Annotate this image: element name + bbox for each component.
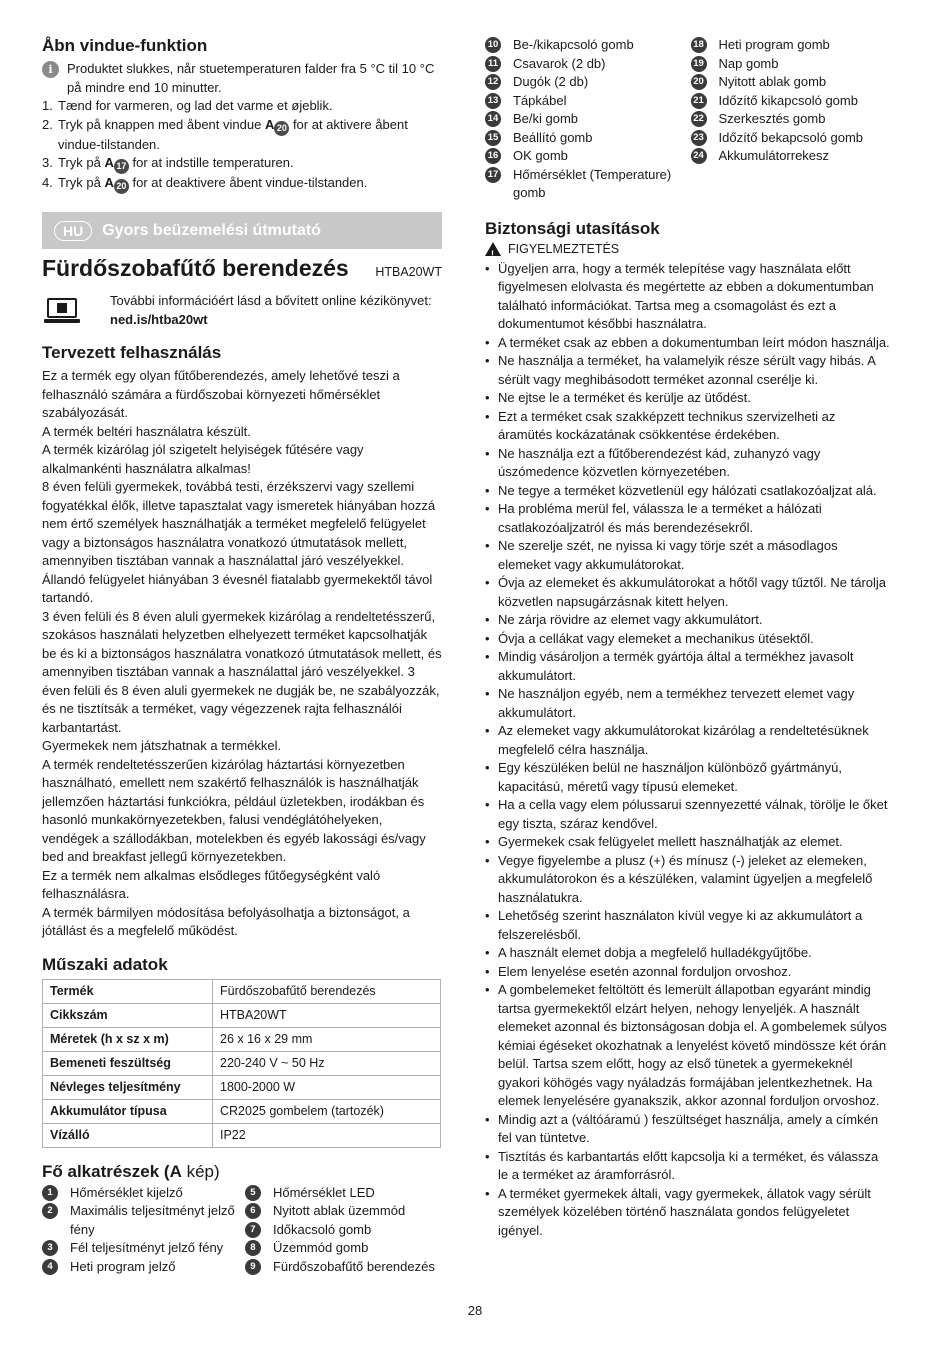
warning-icon: ! [485, 242, 501, 256]
model-number: HTBA20WT [375, 265, 442, 279]
list-item: 10 Be-/kikapcsoló gomb [485, 36, 691, 55]
list-item: 1 Hőmérséklet kijelző [42, 1184, 245, 1203]
intended-use-heading: Tervezett felhasználás [42, 343, 222, 362]
list-item: 11 Csavarok (2 db) [485, 55, 691, 74]
paragraph: Gyermekek nem játszhatnak a termékkel. [42, 738, 282, 753]
open-window-heading: Åbn vindue-funktion [42, 36, 208, 55]
paragraph: A termék kizárólag jól szigetelt helyiségek fűtésére vagy alkalmankénti használatra alkalmas! [42, 442, 364, 476]
list-item: 3 Fél teljesítményt jelző fény [42, 1239, 245, 1258]
list-item: • Ne ejtse le a terméket és kerülje az ütődést. [485, 389, 890, 408]
table-row: Méretek (h x sz x m) 26 x 16 x 29 mm [43, 1027, 441, 1051]
info-note [42, 60, 442, 97]
step-item: 1. Tænd for varmeren, og lad det varme et øjeblik. [42, 98, 333, 113]
online-link[interactable]: ned.is/htba20wt [110, 311, 208, 327]
list-item: • A használt elemet dobja a megfelelő hulladékgyűjtőbe. [485, 944, 890, 963]
ref-badge: 20 [274, 121, 289, 136]
list-item: 13 Tápkábel [485, 92, 691, 111]
safety-heading: Biztonsági utasítások [485, 218, 660, 238]
online-manual-note [42, 292, 442, 329]
list-item: 24 Akkumulátorrekesz [691, 147, 891, 166]
page-number: 28 [467, 1303, 483, 1318]
list-item: • Az elemeket vagy akkumulátorokat kizárólag a rendeltetésüknek megfelelő célra használja. [485, 722, 890, 759]
paragraph: 8 éven felüli gyermekek, továbbá testi, érzékszervi vagy szellemi fogyatékkal élők, illetve tapasztalat vagy ismeretek hiányában hozzá nem értő személyek használhatják a terméket megfelelő felügyelet vagy a biztonságos használatra vonatkozó útmutatások mellett, amennyiben tisztában vannak a használattal járó veszélyekkel. [42, 479, 436, 568]
table-row: Vízálló IP22 [43, 1123, 441, 1147]
list-item: 8 Üzemmód gomb [245, 1239, 442, 1258]
parts-list [485, 36, 691, 203]
specs-table [42, 979, 441, 1148]
specs-section [42, 955, 442, 1148]
paragraph: Ez a termék egy olyan fűtőberendezés, amely lehetővé teszi a felhasználó számára a fürdőszobai környezeti hőmérséklet szabályozását. [42, 368, 400, 420]
step-item: 3. Tryk på A 17 for at indstille temperaturen. [42, 154, 442, 174]
left-column [42, 36, 442, 1276]
list-item: • Ezt a terméket csak szakképzett technikus szervizelheti az áramütés kockázatának csökkentése érdekében. [485, 408, 890, 445]
list-item: • Tisztítás és karbantartás előtt kapcsolja ki a terméket, és válassza le a terméket az áramforrásról. [485, 1148, 890, 1185]
parts-list [691, 36, 891, 203]
parts-section [42, 1162, 442, 1277]
list-item: 9 Fürdőszobafűtő berendezés [245, 1258, 442, 1277]
paragraph: 3 éven felüli és 8 éven aluli gyermekek kizárólag a rendeltetésszerű, szokásos használati helyzetben elhelyezett terméket kapcsolhatják be és ki a biztonságos használatra vonatkozó útmutatások mellett, és amennyiben tisztában vannak a használattal járó veszélyekkel. 3 éven felüli és 8 éven aluli gyermekek ne dugják be, ne szabályozzák, és ne tisztítsák a terméket, vagy végezzenek rajta felhasználói karbantartást. [42, 608, 442, 735]
step-item: 2. Tryk på knappen med åbent vindue A 20 for at aktivere åbent vindue-tilstanden. [42, 116, 408, 152]
title-row [42, 255, 442, 282]
list-item: 6 Nyitott ablak üzemmód [245, 1202, 442, 1221]
list-item: 14 Be/ki gomb [485, 110, 691, 129]
list-item: 19 Nap gomb [691, 55, 891, 74]
info-icon: i [42, 61, 59, 78]
paragraph: Ez a termék nem alkalmas elsődleges fűtőegységként való felhasználásra. [42, 867, 381, 901]
list-item: • A gombelemeket feltöltött és lemerült állapotban egyaránt mindig tartsa gyermekektől elzárt helyen, nehogy lenyeljék. A használt elemeket azonnal és biztonságosan dobja el. A gombelemek súlyos kémiai égéseket okozhatnak a lenyelést követő mindössze két órán belül. Tartsa szem előtt, hogy az első tünetek a gyermekeknél gyakori köhögés vagy nyáladzás formájában jelentkezhetnek. Ha elemek lenyelésére gyanakszik, akkor azonnal forduljon orvoshoz. [485, 981, 890, 1111]
list-item: • Óvja a cellákat vagy elemeket a mechanikus ütésektől. [485, 630, 890, 649]
warning-label: FIGYELMEZTETÉS [508, 241, 620, 256]
list-item: • Mindig azt a (váltóáramú ) feszültséget használja, amely a címkén fel van tüntetve. [485, 1111, 890, 1148]
list-item: 5 Hőmérséklet LED [245, 1184, 442, 1203]
list-item: 16 OK gomb [485, 147, 691, 166]
list-item: • Lehetőség szerint használaton kívül vegye ki az akkumulátort a felszerelésből. [485, 907, 890, 944]
list-item: • Ügyeljen arra, hogy a termék telepítése vagy használata előtt figyelmesen elolvasta és megértette az ebben a dokumentumban található információkat. Tartsa meg a csomagolást és ezt a dokumentumot későbbi használatra. [485, 260, 890, 334]
list-item: 21 Időzítő kikapcsoló gomb [691, 92, 891, 111]
parts-heading: Fő alkatrészek (A kép) [42, 1161, 220, 1181]
table-row: Bemeneti feszültség 220-240 V ~ 50 Hz [43, 1051, 441, 1075]
ref-badge: 17 [114, 159, 129, 174]
list-item: 12 Dugók (2 db) [485, 73, 691, 92]
list-item: • Ne használja a terméket, ha valamelyik része sérült vagy hibás. A sérült vagy meghibásodott terméket azonnal cserélje ki. [485, 352, 890, 389]
list-item: 7 Időkacsoló gomb [245, 1221, 442, 1240]
parts-list [245, 1184, 442, 1277]
list-item: • Ha a cella vagy elem pólussarui szennyezetté válnak, törölje le őket egy tiszta, száraz kendővel. [485, 796, 890, 833]
list-item: • Óvja az elemeket és akkumulátorokat a hőtől vagy tűztől. Ne tárolja közvetlen napsugárzásnak kitett helyen. [485, 574, 890, 611]
list-item: 22 Szerkesztés gomb [691, 110, 891, 129]
list-item: 15 Beállító gomb [485, 129, 691, 148]
list-item: • Vegye figyelembe a plusz (+) és mínusz (-) jeleket az elemeken, akkumulátorokon és a készüléken, valamint ügyeljen a megfelelő használatukra. [485, 852, 890, 908]
list-item: 4 Heti program jelző [42, 1258, 245, 1277]
ref-badge: 20 [114, 179, 129, 194]
list-item: • Ne használja ezt a fűtőberendezést kád, zuhanyzó vagy úszómedence közvetlen környezetében. [485, 445, 890, 482]
parts-list [42, 1184, 245, 1277]
list-item: • Ne tegye a terméket közvetlenül egy hálózati csatlakozóaljzat alá. [485, 482, 890, 501]
list-item: 17 Hőmérséklet (Temperature) gomb [485, 166, 691, 203]
right-column [485, 36, 890, 1240]
table-row: Termék Fürdőszobafűtő berendezés [43, 979, 441, 1003]
specs-heading: Műszaki adatok [42, 954, 168, 974]
safety-section [485, 219, 890, 1241]
paragraph: A termék rendeltetésszerűen kizárólag háztartási környezetben használható, emellett nem szakértő felhasználók is használhatják jellemzően háztartási funkciókra, például üzletekben, irodákban és hasonló munkakörnyezetekben, falusi vendéglátóhelyeken, vendégek a szállodákban, motelekben és egyéb lakossági és/vagy bed and breakfast jellegű környezetekben. [42, 756, 426, 864]
intended-use-section [42, 343, 442, 941]
language-badge: HU [54, 221, 92, 241]
language-banner [42, 212, 442, 249]
list-item: • Mindig vásároljon a termék gyártója által a termékhez javasolt akkumulátort. [485, 648, 890, 685]
list-item: • Ne zárja rövidre az elemet vagy akkumulátort. [485, 611, 890, 630]
safety-list [485, 260, 890, 1241]
table-row: Akkumulátor típusa CR2025 gombelem (tartozék) [43, 1099, 441, 1123]
table-row: Névleges teljesítmény 1800-2000 W [43, 1075, 441, 1099]
list-item: • A terméket gyermekek általi, vagy gyermekek, állatok vagy sérült személyek közelében történő használata gondos felügyeletet igényel. [485, 1185, 890, 1241]
paragraph: Állandó felügyelet hiányában 3 évesnél fiatalabb gyermekektől távol tartandó. [42, 571, 433, 605]
warning-label-row [485, 240, 890, 258]
list-item: • Egy készüléken belül ne használjon különböző gyártmányú, kapacitású, méretű vagy típusú elemeket. [485, 759, 890, 796]
list-item: • Ne szerelje szét, ne nyissa ki vagy törje szét a másodlagos elemeket vagy akkumulátorokat. [485, 537, 890, 574]
open-window-steps [42, 97, 442, 194]
online-text: További információért lásd a bővített online kézikönyvet: [110, 293, 432, 308]
step-item: 4. Tryk på A 20 for at deaktivere åbent vindue-tilstanden. [42, 174, 442, 194]
table-row: Cikkszám HTBA20WT [43, 1003, 441, 1027]
paragraph: A termék bármilyen módosítása befolyásolhatja a biztonságot, a jótállást és a megfelelő működést. [42, 904, 410, 938]
list-item: • Ne használjon egyéb, nem a termékhez tervezett elemet vagy akkumulátort. [485, 685, 890, 722]
paragraph: A termék beltéri használatra készült. [42, 423, 251, 439]
list-item: 2 Maximális teljesítményt jelző fény [42, 1202, 245, 1239]
laptop-icon [44, 298, 80, 328]
list-item: • Elem lenyelése esetén azonnal forduljon orvoshoz. [485, 963, 890, 982]
list-item: 20 Nyitott ablak gomb [691, 73, 891, 92]
list-item: 23 Időzítő bekapcsoló gomb [691, 129, 891, 148]
list-item: • Ha probléma merül fel, válassza le a terméket a hálózati csatlakozóaljzatról és más berendezésekről. [485, 500, 890, 537]
list-item: • Gyermekek csak felügyelet mellett használhatják az elemet. [485, 833, 890, 852]
list-item: • A terméket csak az ebben a dokumentumban leírt módon használja. [485, 334, 890, 353]
banner-title: Gyors beüzemelési útmutató [102, 221, 321, 239]
product-title: Fürdőszobafűtő berendezés [42, 255, 349, 281]
list-item: 18 Heti program gomb [691, 36, 891, 55]
info-text: Produktet slukkes, når stuetemperaturen falder fra 5 °C til 10 °C på mindre end 10 minutter. [67, 61, 435, 95]
